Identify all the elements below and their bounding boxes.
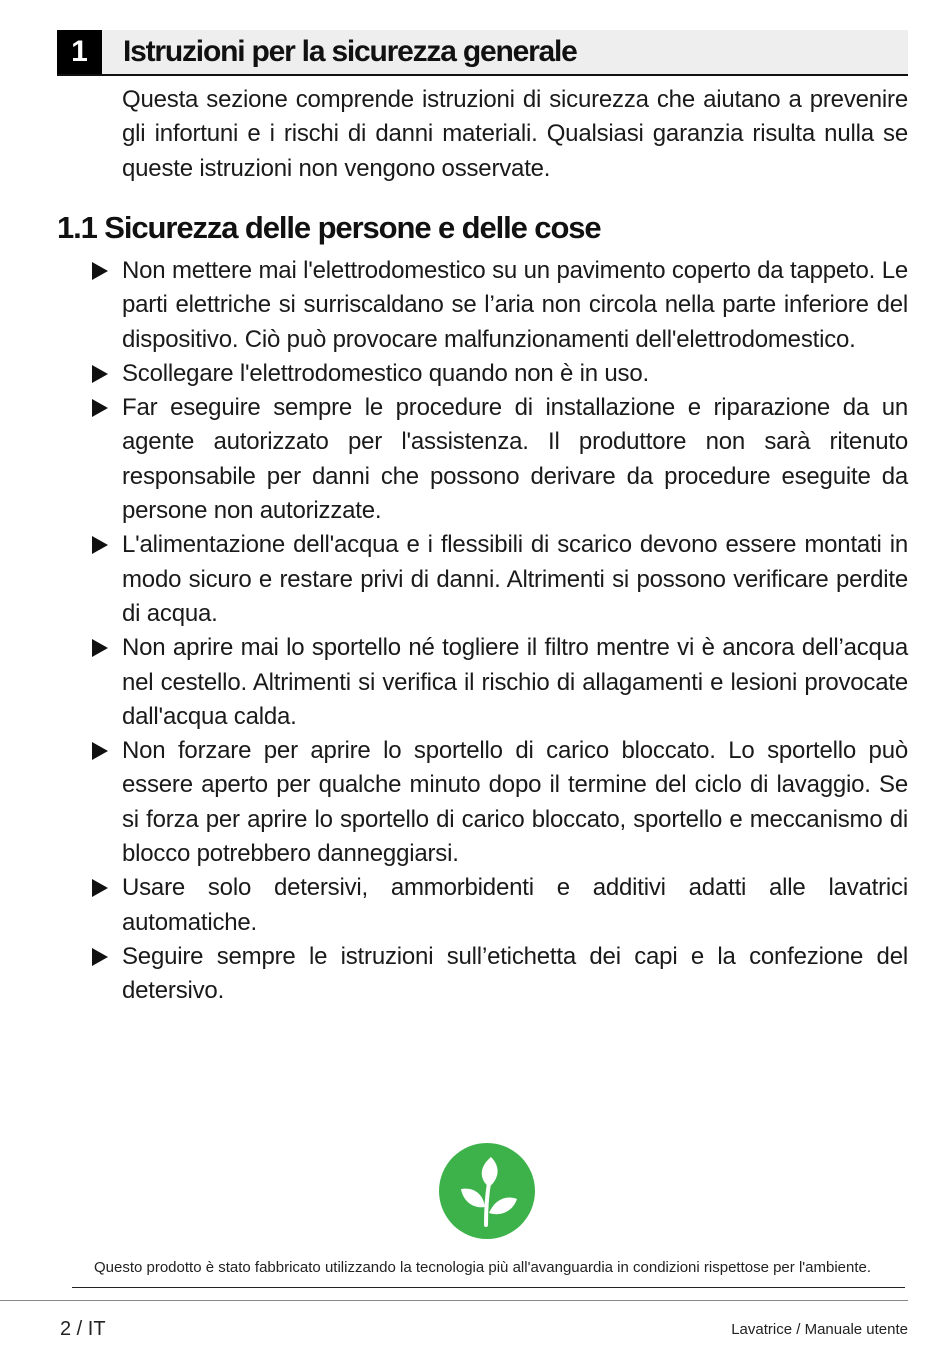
triangle-bullet-icon	[92, 879, 108, 897]
triangle-bullet-icon	[92, 365, 108, 383]
document-title: Lavatrice / Manuale utente	[731, 1321, 908, 1338]
list-item	[0, 631, 908, 734]
triangle-bullet-icon	[92, 262, 108, 280]
triangle-bullet-icon	[92, 536, 108, 554]
list-item-text: Far eseguire sempre le procedure di installazione e riparazione da un agente autorizzato per l'assistenza. Il produttore non sarà ritenuto responsabile per danni che possono derivare da procedure eseguite da persone non autorizzate.	[122, 394, 908, 525]
list-item-text: Non forzare per aprire lo sportello di carico bloccato. Lo sportello può essere aperto per qualche minuto dopo il termine del ciclo di lavaggio. Se si forza per aprire lo sportello di carico bloccato, sportello e meccanismo di blocco potrebbero danneggiarsi.	[122, 737, 908, 868]
safety-list	[0, 254, 950, 1009]
triangle-bullet-icon	[92, 742, 108, 760]
section-title: Istruzioni per la sicurezza generale	[123, 35, 577, 68]
list-item-text: Non aprire mai lo sportello né togliere il filtro mentre vi è ancora dell’acqua nel cestello. Altrimenti si verifica il rischio di allagamenti e lesioni provocate dall'acqua calda.	[122, 634, 908, 730]
section-intro: Questa sezione comprende istruzioni di sicurezza che aiutano a prevenire gli infortuni e i rischi di danni materiali. Qualsiasi garanzia risulta nulla se queste istruzioni non vengono osservate.	[122, 86, 908, 182]
triangle-bullet-icon	[92, 948, 108, 966]
list-item	[0, 357, 908, 391]
list-item	[0, 254, 908, 357]
caption-divider	[72, 1287, 905, 1288]
list-item-text: Usare solo detersivi, ammorbidenti e additivi adatti alle lavatrici automatiche.	[122, 874, 908, 936]
section-header	[57, 30, 908, 76]
triangle-bullet-icon	[92, 639, 108, 657]
list-item	[0, 940, 908, 1009]
page-number: 2 / IT	[60, 1318, 106, 1340]
leaf-icon-graphic	[439, 1143, 535, 1239]
eco-caption: Questo prodotto è stato fabbricato utilizzando la tecnologia più all'avanguardia in condizioni rispettose per l'ambiente.	[93, 1259, 872, 1276]
leaf-icon	[439, 1143, 535, 1239]
list-item	[0, 391, 908, 528]
list-item	[0, 734, 908, 871]
list-item	[0, 528, 908, 631]
list-item	[0, 871, 908, 940]
subsection-title: 1.1 Sicurezza delle persone e delle cose	[57, 210, 601, 245]
list-item-text: Scollegare l'elettrodomestico quando non è in uso.	[122, 359, 649, 387]
footer-divider	[0, 1300, 908, 1301]
section-number: 1	[57, 30, 102, 74]
list-item-text: Non mettere mai l'elettrodomestico su un pavimento coperto da tappeto. Le parti elettriche si surriscaldano se l’aria non circola nella parte inferiore del dispositivo. Ciò può provocare malfunzionamenti dell'elettrodomestico.	[122, 257, 908, 353]
triangle-bullet-icon	[92, 399, 108, 417]
list-item-text: L'alimentazione dell'acqua e i flessibili di scarico devono essere montati in modo sicuro e restare privi di danni. Altrimenti si possono verificare perdite di acqua.	[122, 531, 908, 627]
list-item-text: Seguire sempre le istruzioni sull’etichetta dei capi e la confezione del detersivo.	[122, 942, 908, 1005]
